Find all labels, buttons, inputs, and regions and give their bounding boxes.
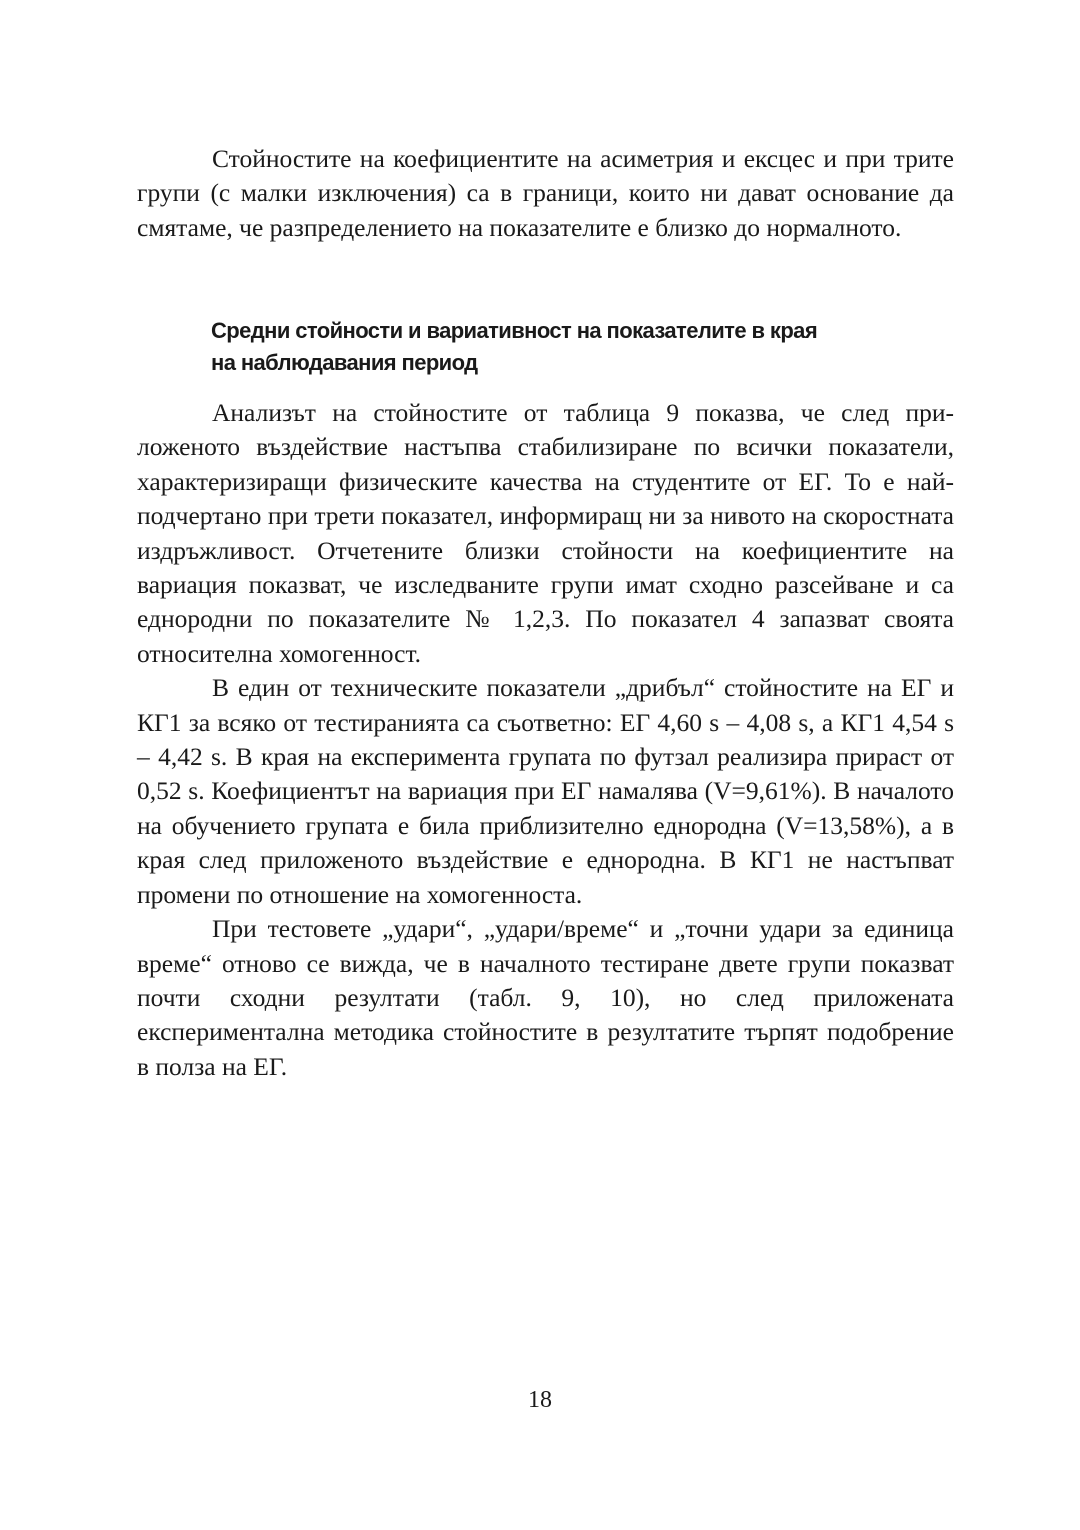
- intro-paragraph: Стойностите на коефициентите на асиметрия и ексцес и при трите групи (с малки изключения) са в граници, които ни дават основание да смятаме, че разпределението на показателите е близко до нормалното.: [137, 144, 954, 242]
- intro-text-block: [137, 142, 954, 245]
- paragraph-strikes: При тестовете „удари“, „удари/време“ и „точни удари за единица време“ отново се вижда, че в началното тестиране двете групи показват почти сходни резултати (табл. 9, 10), но след приложената експериментална методика стойностите в резултатите търпят подобрение в полза на ЕГ.: [137, 914, 954, 1081]
- body-text-block: [137, 396, 954, 1084]
- section-heading-line-2: на наблюдавания период: [211, 350, 478, 375]
- page-number: 18: [528, 1387, 552, 1413]
- paragraph-dribble: В един от техническите показатели „дрибъл“ стойностите на ЕГ и КГ1 за всяко от тестиранията са съответно: ЕГ 4,60 s – 4,08 s, а КГ1 4,54 s – 4,42 s. В края на експеримента групата по футзал реализира прираст от 0,52 s. Коефициентът на вариация при ЕГ намалява (V=9,61%). В началото на обучението групата е била приблизително еднородна (V=13,58%), а в края след приложеното въздействие е еднородна. В КГ1 не настъпват промени по отношение на хомогенноста.: [137, 673, 954, 909]
- section-heading-line-1: Средни стойности и вариативност на показателите в края: [211, 318, 818, 343]
- paragraph-analysis: Анализът на стойностите от таблица 9 показва, че след приложеното въздействие настъпва стабилизиране по всички показатели, характеризиращи физическите качества на студентите от ЕГ. То е най- подчертано при трети показател, информиращ ни за нивото на скоростната издръжливост. Отчетените близки стойности на коефициентите на вариация показват, че изследваните групи имат сходно разсейване и са еднородни по показателите № 1,2,3. По показател 4 запазват своята относителна хомогенност.: [137, 398, 954, 668]
- section-heading: [211, 315, 931, 379]
